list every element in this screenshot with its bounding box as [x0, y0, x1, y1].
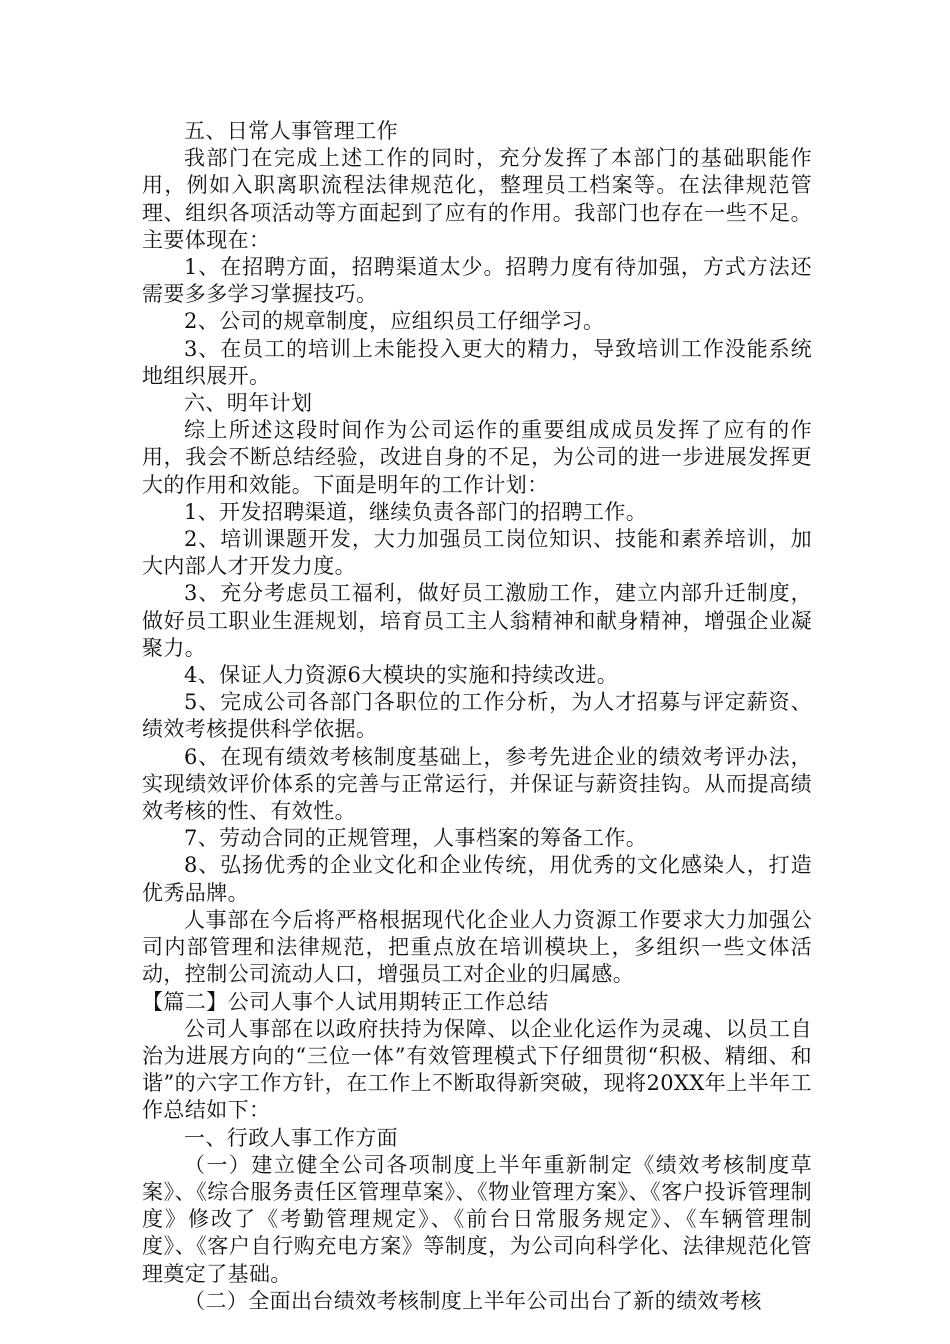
paragraph: 公司人事部在以政府扶持为保障、以企业化运作为灵魂、以员工自治为进展方向的“三位一体”有效管理模式下仔细贯彻“积极、精细、和谐”的六字工作方针，在工作上不断取得新突破，现将20XX年上半年工作总结如下： [142, 1016, 812, 1123]
paragraph: 人事部在今后将严格根据现代化企业人力资源工作要求大力加强公司内部管理和法律规范，把重点放在培训模块上，多组织一些文体活动，控制公司流动人口，增强员工对企业的归属感。 [142, 907, 812, 987]
section-heading: 五、日常人事管理工作 [184, 119, 398, 143]
paragraph: （二）全面出台绩效考核制度上半年公司出台了新的绩效考核 [184, 1288, 762, 1313]
list-item: 8、弘扬优秀的企业文化和企业传统，用优秀的文化感染人，打造优秀品牌。 [142, 853, 812, 905]
list-item: 3、充分考虑员工福利，做好员工激励工作，建立内部升迁制度，做好员工职业生涯规划，培育员工主人翁精神和献身精神，增强企业凝聚力。 [142, 581, 812, 660]
section-heading: 六、明年计划 [184, 391, 313, 416]
list-item: 5、完成公司各部门各职位的工作分析，为人才招募与评定薪资、绩效考核提供科学依据。 [142, 690, 812, 742]
list-item: 2、公司的规章制度，应组织员工仔细学习。 [184, 309, 605, 334]
article-title: 【篇二】公司人事个人试用期转正工作总结 [142, 989, 549, 1014]
list-item: 4、保证人力资源6大模块的实施和持续改进。 [184, 663, 619, 688]
section-heading: 一、行政人事工作方面 [184, 1125, 398, 1150]
paragraph: 综上所述这段时间作为公司运作的重要组成成员发挥了应有的作用，我会不断总结经验，改进自身的不足，为公司的进一步进展发挥更大的作用和效能。下面是明年的工作计划： [142, 418, 812, 497]
paragraph: 我部门在完成上述工作的同时，充分发挥了本部门的基础职能作用，例如入职离职流程法律规范化，整理员工档案等。在法律规范管理、组织各项活动等方面起到了应有的作用。我部门也存在一些不足。主要体现在： [142, 146, 812, 252]
list-item: 1、开发招聘渠道，继续负责各部门的招聘工作。 [184, 499, 648, 524]
list-item: 1、在招聘方面，招聘渠道太少。招聘力度有待加强，方式方法还需要多多学习掌握技巧。 [142, 255, 812, 307]
list-item: 6、在现有绩效考核制度基础上，参考先进企业的绩效考评办法，实现绩效评价体系的完善与正常运行，并保证与薪资挂钩。从而提高绩效考核的性、有效性。 [142, 744, 812, 824]
list-item: 3、在员工的培训上未能投入更大的精力，导致培训工作没能系统地组织展开。 [142, 336, 812, 388]
paragraph: （一）建立健全公司各项制度上半年重新制定《绩效考核制度草案》、《综合服务责任区管理草案》、《物业管理方案》、《客户投诉管理制度》修改了《考勤管理规定》、《前台日常服务规定》、《车辆管理制度》、《客户自行购充电方案》等制度，为公司向科学化、法律规范化管理奠定了基础。 [142, 1152, 812, 1286]
list-item: 7、劳动合同的正规管理，人事档案的筹备工作。 [184, 826, 648, 851]
document-page [142, 118, 812, 1315]
list-item: 2、培训课题开发，大力加强员工岗位知识、技能和素养培训，加大内部人才开发力度。 [142, 527, 812, 579]
